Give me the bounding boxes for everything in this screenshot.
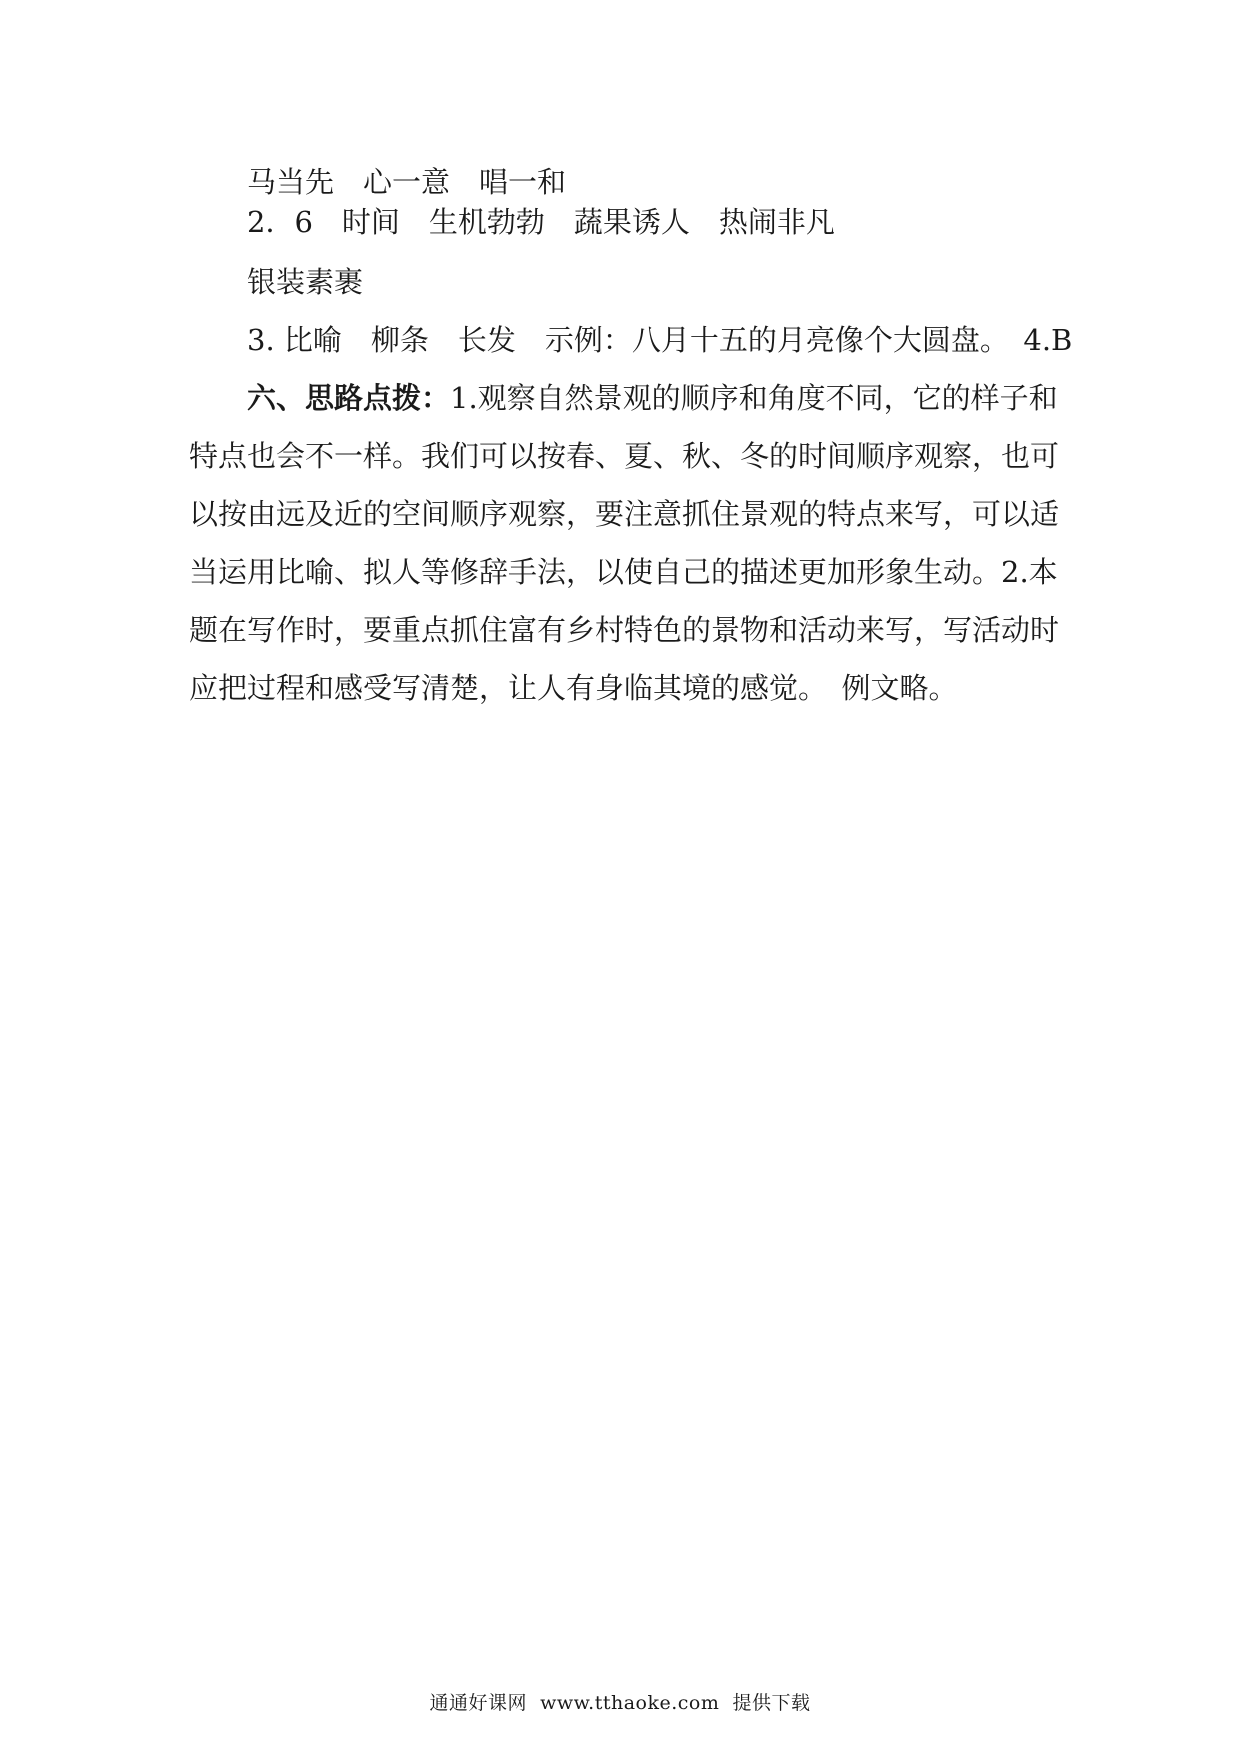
section-six-line-6: 应把过程和感受写清楚，让人有身临其境的感觉。 例文略。 (189, 671, 958, 705)
answer-line-2: 2．6 时间 生机勃勃 蔬果诱人 热闹非凡 (247, 205, 835, 239)
section-six-line-4: 当运用比喻、拟人等修辞手法，以使自己的描述更加形象生动。2.本 (189, 555, 1058, 589)
section-six-first-line-text: 1.观察自然景观的顺序和角度不同，它的样子和 (450, 381, 1058, 415)
section-six-heading: 六、思路点拨： (247, 381, 451, 415)
section-six-line-2: 特点也会不一样。我们可以按春、夏、秋、冬的时间顺序观察，也可 (189, 439, 1060, 473)
answer-line-1: 马当先 心一意 唱一和 (247, 165, 567, 199)
page-footer: 通通好课网 www.tthaoke.com 提供下载 (429, 1692, 811, 1714)
section-six-line-5: 题在写作时，要重点抓住富有乡村特色的景物和活动来写，写活动时 (189, 613, 1060, 647)
answer-line-3: 银装素裹 (247, 265, 364, 299)
section-six-line-3: 以按由远及近的空间顺序观察，要注意抓住景观的特点来写，可以适 (189, 497, 1060, 531)
section-six-first-line (247, 378, 1058, 418)
answer-line-4: 3. 比喻 柳条 长发 示例：八月十五的月亮像个大圆盘。 4.B (247, 323, 1073, 357)
